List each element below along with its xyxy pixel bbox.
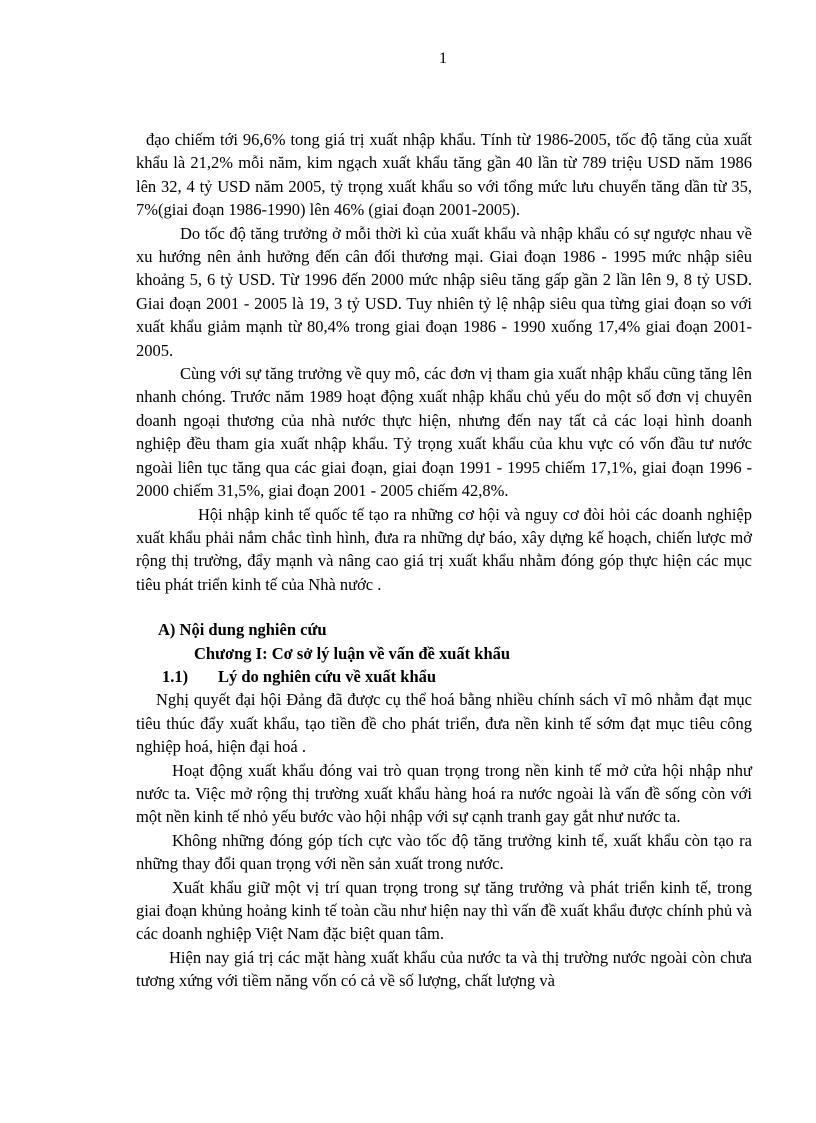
section-a-heading: A) Nội dung nghiên cứu [158, 620, 327, 640]
paragraph-export-units: Cùng với sự tăng trưởng về quy mô, các đơn vị tham gia xuất nhập khẩu cũng tăng lên nhanh chóng. Trước năm 1989 hoạt động xuất nhập khẩu chủ yếu do một số đơn vị chuyên doanh ngoại thương của nhà nước thực hiện, nhưng đến nay tất cả các loại hình doanh nghiệp đều tham gia xuất nhập khẩu. Tỷ trọng xuất khẩu của khu vực có vốn đầu tư nước ngoài liên tục tăng qua các giai đoạn, giai đoạn 1991 - 1995 chiếm 17,1%, giai đoạn 1996 - 2000 chiếm 31,5%, giai đoạn 2001 - 2005 chiếm 42,8%. [136, 364, 752, 501]
paragraph-export-position: Xuất khẩu giữ một vị trí quan trọng trong sự tăng trưởng và phát triển kinh tế, trong giai đoạn khủng hoảng kinh tế toàn cầu như hiện nay thì vấn đề xuất khẩu được chính phủ và các doanh nghiệp Việt Nam đặc biệt quan tâm. [136, 877, 752, 944]
paragraph-party-resolution: Nghị quyết đại hội Đảng đã được cụ thể hoá bằng nhiều chính sách vĩ mô nhằm đạt mục tiêu thúc đẩy xuất khẩu, tạo tiền đề cho phát triển, đưa nền kinh tế sớm đạt mục tiêu công nghiệp hoá, hiện đại hoá . [136, 690, 752, 757]
subsection-number: 1.1) [162, 666, 189, 686]
paragraph-export-role: Hoạt động xuất khẩu đóng vai trò quan trọng trong nền kinh tế mở cửa hội nhập như nước ta. Việc mở rộng thị trường xuất khẩu hàng hoá ra nước ngoài là vấn đề sống còn với một nền kinh tế nhỏ yếu bước vào hội nhập với sự cạnh tranh gay gắt như nước ta. [136, 760, 752, 827]
document-body [136, 128, 752, 993]
paragraph-export-growth: đạo chiếm tới 96,6% tong giá trị xuất nhập khẩu. Tính từ 1986-2005, tốc độ tăng của xuất khẩu là 21,2% mỗi năm, kim ngạch xuất khẩu tăng gần 40 lần từ 789 triệu USD năm 1986 lên 32, 4 tỷ USD năm 2005, tỷ trọng xuất khẩu so với tổng mức lưu chuyển tăng dần từ 35, 7%(giai đoạn 1986-1990) lên 46% (giai đoạn 2001-2005). [136, 130, 752, 220]
paragraph-export-contribution: Không những đóng góp tích cực vào tốc độ tăng trưởng kinh tế, xuất khẩu còn tạo ra những thay đổi quan trọng với nền sản xuất trong nước. [136, 830, 752, 874]
paragraph-integration: Hội nhập kinh tế quốc tế tạo ra những cơ hội và nguy cơ đòi hỏi các doanh nghiệp xuất khẩu phải nắm chắc tình hình, đưa ra những dự báo, xây dựng kế hoạch, chiến lược mở rộng thị trường, đẩy mạnh và nâng cao giá trị xuất khẩu nhằm đóng góp thực hiện các mục tiêu phát triển kinh tế của Nhà nước . [136, 504, 752, 594]
paragraph-export-value: Hiện nay giá trị các mặt hàng xuất khẩu của nước ta và thị trường nước ngoài còn chưa tương xứng với tiềm năng vốn có cả về số lượng, chất lượng và [136, 947, 752, 991]
page-number: 1 [439, 50, 447, 67]
chapter-1-heading: Chương I: Cơ sở lý luận về vấn đề xuất khẩu [194, 643, 511, 663]
subsection-title: Lý do nghiên cứu về xuất khẩu [218, 666, 437, 686]
subsection-1-1-heading [136, 665, 752, 688]
paragraph-trade-balance: Do tốc độ tăng trưởng ở mỗi thời kì của xuất khẩu và nhập khẩu có sự ngược nhau về xu hướng nên ảnh hưởng đến cân đối thương mại. Giai đoạn 1986 - 1995 mức nhập siêu khoảng 5, 6 tỷ USD. Từ 1996 đến 2000 mức nhập siêu tăng gấp gần 2 lần lên 9, 8 tỷ USD. Giai đoạn 2001 - 2005 là 19, 3 tỷ USD. Tuy nhiên tỷ lệ nhập siêu qua từng giai đoạn so với xuất khẩu giảm mạnh từ 80,4% trong giai đoạn 1986 - 1990 xuống 17,4% giai đoạn 2001-2005. [136, 223, 752, 360]
